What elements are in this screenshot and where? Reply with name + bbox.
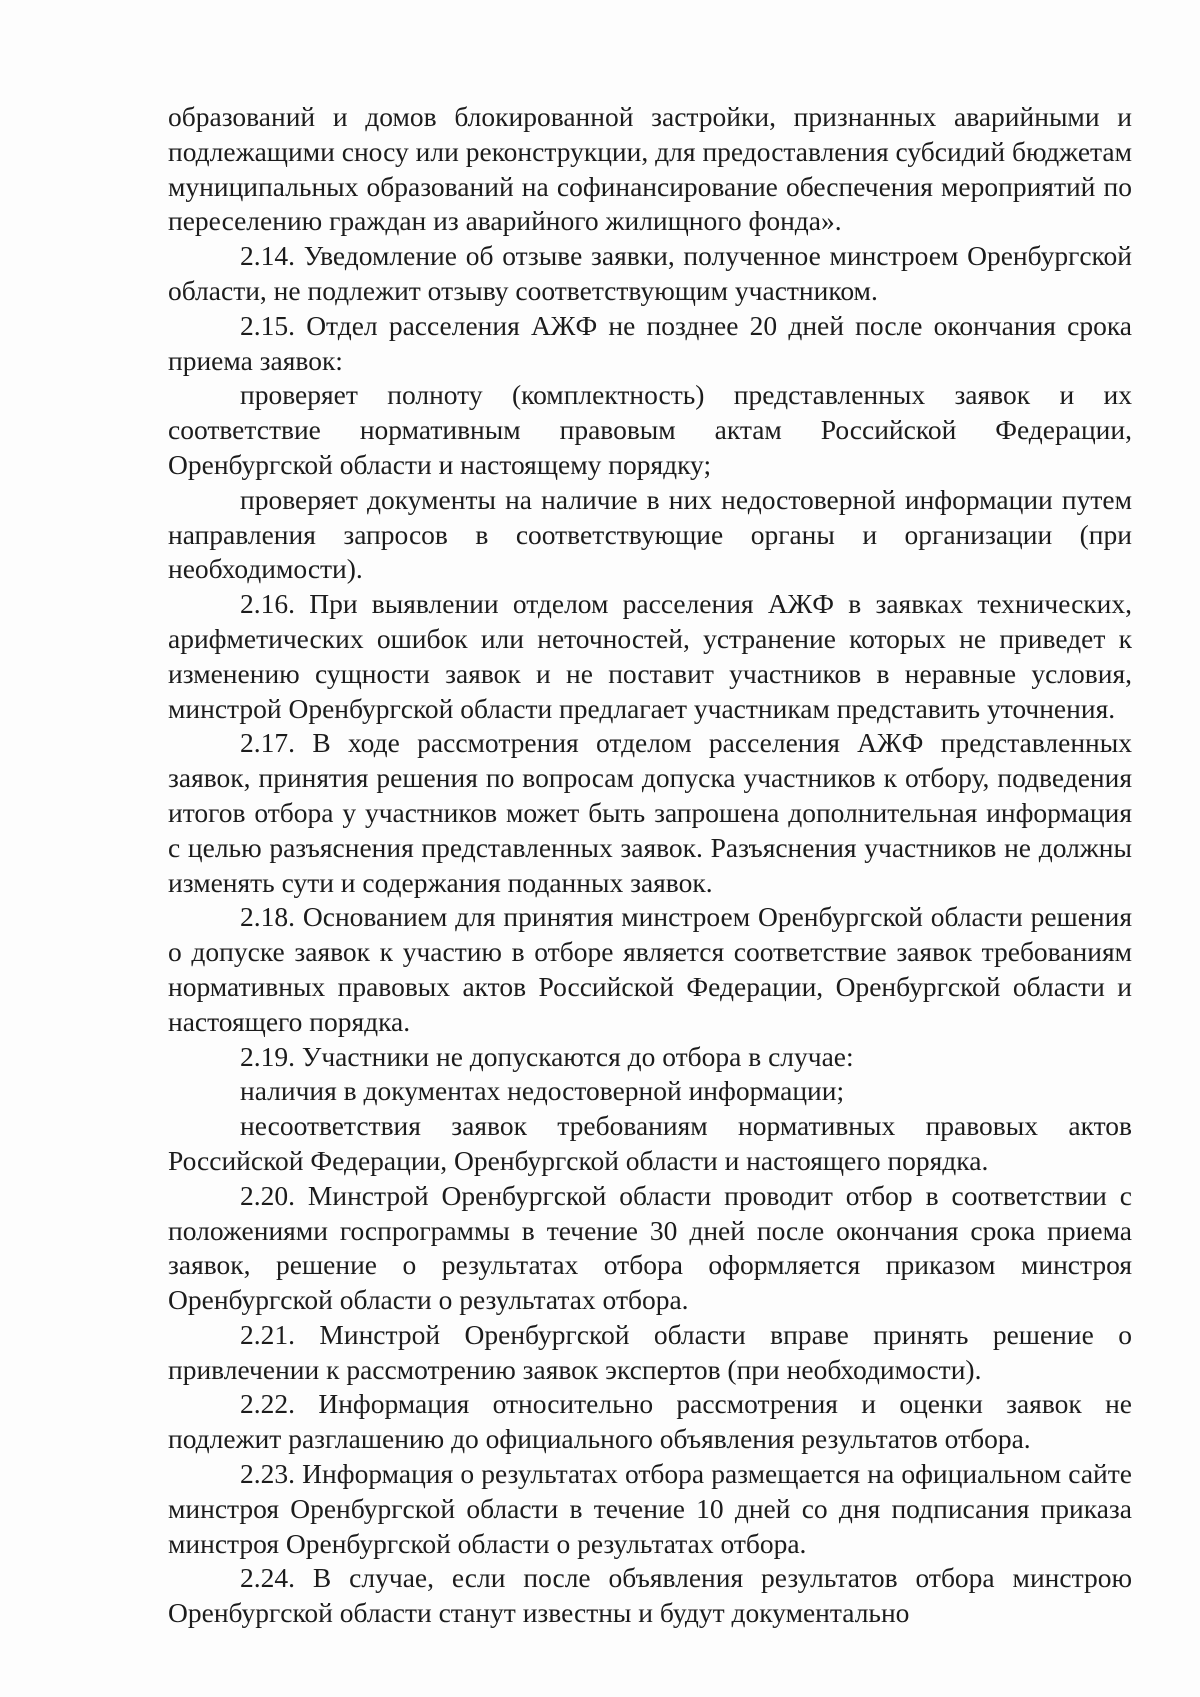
paragraph-2-19-item-nonconformity: несоответствия заявок требованиям нормативных правовых актов Российской Федерации, Оренбургской области и настоящего порядка.	[168, 1110, 1132, 1176]
paragraph-2-19-item-unreliable: наличия в документах недостоверной информации;	[240, 1075, 845, 1107]
paragraph-2-24: 2.24. В случае, если после объявления результатов отбора минстрою Оренбургской области станут известны и будут документально	[168, 1562, 1132, 1629]
paragraph-2-16: 2.16. При выявлении отделом расселения АЖФ в заявках технических, арифметических ошибок или неточностей, устранение которых не приведет к изменению сущности заявок и не поставит участников в неравные условия, минстрой Оренбургской области предлагает участникам представить уточнения.	[168, 588, 1132, 724]
paragraph-2-15: 2.15. Отдел расселения АЖФ не позднее 20 дней после окончания срока приема заявок:	[168, 309, 1132, 376]
paragraph-2-20: 2.20. Минстрой Оренбургской области проводит отбор в соответствии с положениями госпрограммы в течение 30 дней после окончания срока приема заявок, решение о результатах отбора оформляется приказом минстроя Оренбургской области о результатах отбора.	[168, 1179, 1132, 1316]
paragraph-2-23: 2.23. Информация о результатах отбора размещается на официальном сайте минстроя Оренбургской области в течение 10 дней со дня подписания приказа минстроя Оренбургской области о результатах отбора.	[168, 1458, 1132, 1559]
paragraph-2-21: 2.21. Минстрой Оренбургской области вправе принять решение о привлечении к рассмотрению заявок экспертов (при необходимости).	[168, 1318, 1132, 1385]
document-body	[168, 100, 1132, 1631]
paragraph-2-18: 2.18. Основанием для принятия минстроем Оренбургской области решения о допуске заявок к участию в отборе является соответствие заявок требованиям нормативных правовых актов Российской Федерации, Оренбургской области и настоящего порядка.	[168, 901, 1132, 1037]
paragraph-2-15-item-completeness: проверяет полноту (комплектность) представленных заявок и их соответствие нормативным правовым актам Российской Федерации, Оренбургской области и настоящему порядку;	[168, 379, 1132, 480]
paragraph-2-19: 2.19. Участники не допускаются до отбора в случае:	[240, 1040, 854, 1072]
paragraph-2-17: 2.17. В ходе рассмотрения отделом расселения АЖФ представленных заявок, принятия решения по вопросам допуска участников к отбору, подведения итогов отбора у участников может быть запрошена дополнительная информация с целью разъяснения представленных заявок. Разъяснения участников не должны изменять сути и содержания поданных заявок.	[168, 727, 1132, 898]
paragraph-continuation: образований и домов блокированной застройки, признанных аварийными и подлежащими сносу или реконструкции, для предоставления субсидий бюджетам муниципальных образований на софинансирование обеспечения мероприятий по переселению граждан из аварийного жилищного фонда».	[168, 101, 1132, 237]
paragraph-2-14: 2.14. Уведомление об отзыве заявки, полученное минстроем Оренбургской области, не подлежит отзыву соответствующим участником.	[168, 240, 1132, 306]
paragraph-2-22: 2.22. Информация относительно рассмотрения и оценки заявок не подлежит разглашению до официального объявления результатов отбора.	[168, 1388, 1132, 1455]
paragraph-2-15-item-verification: проверяет документы на наличие в них недостоверной информации путем направления запросов в соответствующие органы и организации (при необходимости).	[168, 483, 1132, 585]
